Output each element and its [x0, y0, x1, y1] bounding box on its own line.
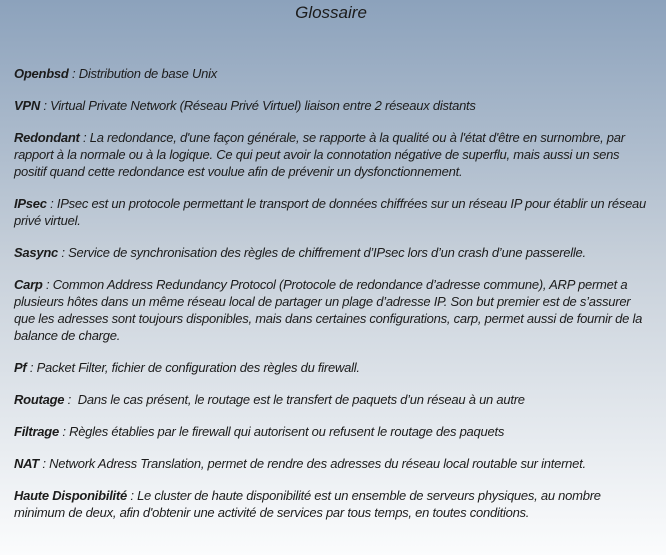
glossary-entry: [14, 455, 648, 472]
entry-term: Pf: [14, 360, 27, 375]
entry-definition: IPsec est un protocole permettant le transport de données chiffrées sur un réseau IP pour établir un réseau privé virtuel.: [14, 196, 650, 228]
glossary-entry: [14, 359, 648, 376]
entry-separator: :: [39, 98, 51, 113]
entry-separator: :: [46, 196, 57, 211]
entry-separator: :: [58, 424, 70, 439]
entry-definition: Virtual Private Network (Réseau Privé Virtuel) liaison entre 2 réseaux distants: [50, 98, 476, 113]
entry-term: Sasync: [14, 245, 59, 260]
entry-term: Carp: [14, 277, 43, 292]
entry-term: VPN: [14, 98, 40, 113]
glossary-entry: [14, 65, 648, 82]
entry-definition: Distribution de base Unix: [78, 66, 217, 81]
entry-separator: :: [68, 66, 79, 81]
page-title: Glossaire: [295, 3, 367, 22]
entry-term: Filtrage: [14, 424, 59, 439]
glossary-entry: [14, 276, 648, 344]
entry-definition: Packet Filter, fichier de configuration des règles du firewall.: [36, 360, 360, 375]
entry-term: Routage: [14, 392, 65, 407]
glossary-entry: [14, 195, 648, 229]
glossary-list: [14, 65, 648, 521]
entry-term: Haute Disponibilité: [14, 488, 127, 503]
glossary-entry: [14, 391, 648, 408]
entry-term: NAT: [14, 456, 40, 471]
entry-separator: :: [64, 392, 75, 407]
entry-separator: :: [26, 360, 37, 375]
glossary-entry: [14, 423, 648, 440]
glossary-entry: [14, 244, 648, 261]
entry-definition: Network Adress Translation, permet de rendre des adresses du réseau local routable sur internet.: [49, 456, 586, 471]
entry-definition: La redondance, d'une façon générale, se rapporte à la qualité ou à l'état d'être en surnombre, par rapport à la normale ou à la logique. Ce qui peut avoir la connotation négative de superflu, mais aussi un sens positif quand cette redondance est voulue afin de prévenir un dysfonctionnement.: [14, 130, 629, 179]
entry-term: Redondant: [14, 130, 80, 145]
entry-separator: :: [39, 456, 50, 471]
entry-separator: :: [79, 130, 90, 145]
entry-separator: :: [58, 245, 69, 260]
entry-definition: Le cluster de haute disponibilité est un ensemble de serveurs physiques, au nombre minimum de deux, afin d'obtenir une activité de services par tous temps, en toutes conditions.: [14, 488, 605, 520]
entry-definition: Règles établies par le firewall qui autorisent ou refusent le routage des paquets: [69, 424, 505, 439]
entry-separator: :: [42, 277, 53, 292]
entry-definition: Dans le cas présent, le routage est le transfert de paquets d’un réseau à un autre: [74, 392, 525, 407]
entry-separator: :: [126, 488, 138, 503]
entry-definition: Common Address Redundancy Protocol (Protocole de redondance d’adresse commune), ARP permet a plusieurs hôtes dans un même réseau local de partager un plage d’adresse IP. Son but premier est de s’assurer que les adresses sont toujours disponibles, mais dans certaines configurations, carp, permet aussi de fournir de la balance de charge.: [14, 277, 646, 343]
entry-term: Openbsd: [14, 66, 69, 81]
glossary-entry: [14, 97, 648, 114]
glossary-entry: [14, 129, 648, 180]
glossary-entry: [14, 487, 648, 521]
entry-definition: Service de synchronisation des règles de chiffrement d’IPsec lors d’un crash d’une passerelle.: [68, 245, 586, 260]
entry-term: IPsec: [14, 196, 47, 211]
